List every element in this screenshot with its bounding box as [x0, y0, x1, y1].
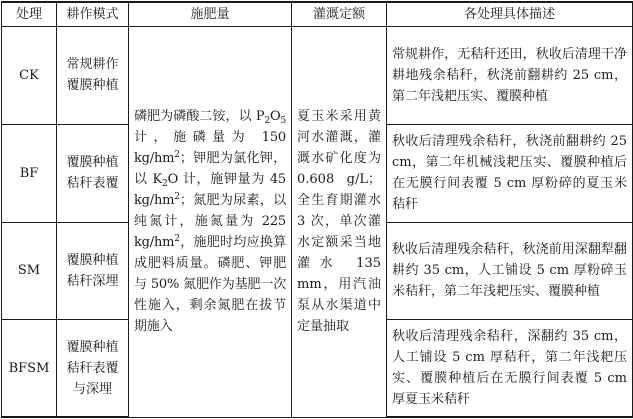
- tillage-mode-line: 秸秆表覆: [66, 176, 119, 192]
- treatment-description: 秋收后清理残余秸秆，秋浇前翻耕约 25 cm，第二年机械浅耙压实、覆膜种植后在无膜行间表覆 5 cm 厚粉碎的夏玉米秸秆: [387, 125, 633, 222]
- tillage-mode-line: 覆膜种植: [66, 252, 119, 268]
- fertilizer-text: ；氮肥为尿素，以纯氮计，施氮量为 225 kg/hm: [134, 193, 286, 251]
- tillage-mode-line: 覆膜种植: [66, 339, 119, 355]
- tillage-mode-line: 与深埋: [72, 381, 112, 397]
- header-description: 各处理具体描述: [387, 2, 633, 26]
- treatment-code: CK: [2, 26, 57, 124]
- header-row: [2, 2, 633, 26]
- fertilizer-text: ；钾肥为氯化钾，以 K: [134, 151, 286, 188]
- treatment-description: 秋收后清理残余秸秆，深翻约 35 cm，人工铺设 5 cm 厚秸秆，第二年浅耙压实、覆膜种植后在无膜行间表覆 5 cm 厚夏玉米秸秆: [387, 320, 633, 418]
- fertilizer-sup: 2: [174, 192, 180, 203]
- fertilizer-cell: [129, 26, 292, 417]
- fertilizer-text: 计，施磷量为 150 kg/hm: [134, 130, 286, 167]
- treatment-code: BF: [2, 125, 57, 222]
- header-fertilizer: 施肥量: [129, 2, 292, 26]
- fertilizer-sup: 2: [174, 150, 180, 161]
- tillage-mode: [57, 125, 129, 222]
- tillage-mode: [57, 26, 129, 124]
- fertilizer-text: O: [270, 109, 281, 125]
- fertilizer-sub: 2: [264, 116, 270, 127]
- treatment-code: SM: [2, 222, 57, 319]
- irrigation-cell: 夏玉米采用黄河水灌溉，灌溉水矿化度为 0.608 g/L；全生育期灌水 3 次，单次灌水定额采当地灌水 135 mm，用汽油泵从水渠道中定量抽取: [292, 26, 387, 417]
- table-row: [2, 26, 633, 124]
- fertilizer-sup: 2: [174, 234, 180, 245]
- fertilizer-text: ，施肥时均应换算成肥料质量。磷肥、钾肥与 50% 氮肥作为基肥一次性施入，剩余氮肥在拔节期施入: [134, 235, 286, 335]
- header-treatment: 处理: [2, 2, 57, 26]
- tillage-mode-line: 秸秆表覆: [66, 360, 119, 376]
- treatment-table: [1, 1, 633, 418]
- treatment-description: 常规耕作，无秸秆还田，秋收后清理干净耕地残余秸秆，秋浇前翻耕约 25 cm，第二年浅耙压实、覆膜种植: [387, 26, 633, 124]
- treatment-code: BFSM: [2, 320, 57, 418]
- header-tillage-mode: 耕作模式: [57, 2, 129, 26]
- treatment-description: 秋收后清理残余秸秆，秋浇前用深翻犁翻耕约 35 cm，人工铺设 5 cm 厚粉碎玉米秸秆，第二年浅耙压实、覆膜种植: [387, 222, 633, 319]
- tillage-mode-line: 覆膜种植: [66, 78, 119, 94]
- tillage-mode: [57, 222, 129, 319]
- tillage-mode-line: 覆膜种植: [66, 155, 119, 171]
- fertilizer-sub: 5: [280, 116, 286, 127]
- tillage-mode-line: 秸秆深埋: [66, 273, 119, 289]
- tillage-mode: [57, 320, 129, 418]
- fertilizer-text: O 计，施钾量为 45 kg/hm: [134, 172, 287, 209]
- tillage-mode-line: 常规耕作: [66, 57, 119, 73]
- fertilizer-text: 磷肥为磷酸二铵，以 P: [134, 109, 265, 125]
- header-irrigation: 灌溉定额: [292, 2, 387, 26]
- fertilizer-sub: 2: [162, 179, 168, 190]
